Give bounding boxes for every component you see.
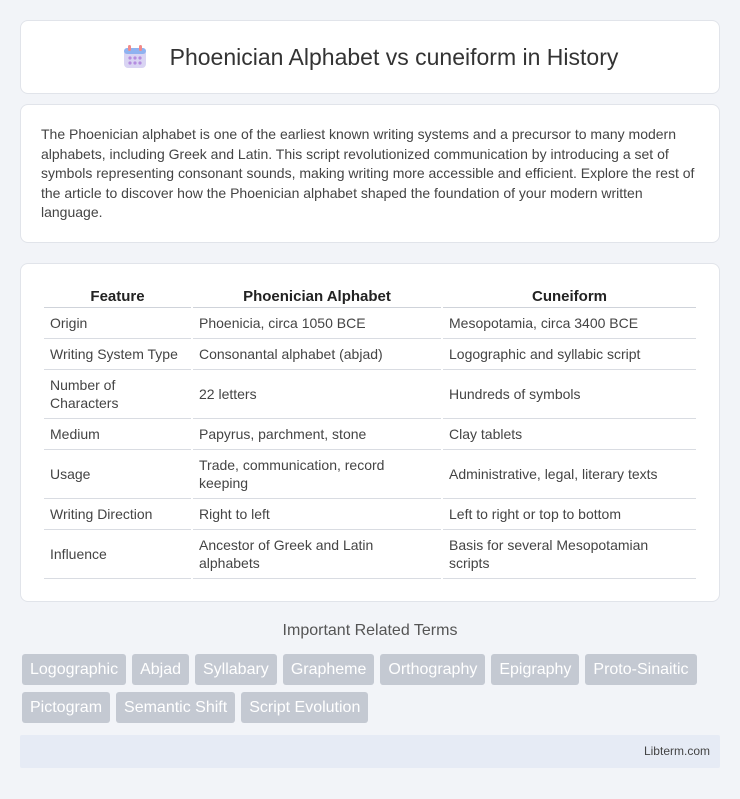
tag-orthography[interactable]: Orthography [380,654,485,685]
column-header: Feature [44,284,191,308]
calendar-icon [122,44,148,70]
table-cell: Hundreds of symbols [443,370,696,419]
tag-script-evolution[interactable]: Script Evolution [241,692,368,723]
table-cell: Papyrus, parchment, stone [193,419,441,450]
page-title: Phoenician Alphabet vs cuneiform in History [169,43,619,70]
table-cell: Trade, communication, record keeping [193,450,441,499]
table-cell: Origin [44,308,191,339]
table-cell: Left to right or top to bottom [443,499,696,530]
intro-card [20,104,720,243]
tag-pictogram[interactable]: Pictogram [22,692,110,723]
table-cell: Right to left [193,499,441,530]
table-cell: Usage [44,450,191,499]
tag-epigraphy[interactable]: Epigraphy [491,654,579,685]
table-cell: Writing Direction [44,499,191,530]
tag-abjad[interactable]: Abjad [132,654,189,685]
tag-logographic[interactable]: Logographic [22,654,126,685]
table-row [44,419,696,450]
tag-grapheme[interactable]: Grapheme [283,654,375,685]
header-card [20,20,720,94]
table-cell: Ancestor of Greek and Latin alphabets [193,530,441,579]
related-terms-heading: Important Related Terms [282,622,458,639]
table-cell: Phoenicia, circa 1050 BCE [193,308,441,339]
tag-proto-sinaitic[interactable]: Proto-Sinaitic [585,654,696,685]
table-row [44,530,696,579]
table-cell: Influence [44,530,191,579]
comparison-table [42,284,698,579]
column-header: Cuneiform [443,284,696,308]
table-cell: Administrative, legal, literary texts [443,450,696,499]
footer-site-link[interactable]: Libterm.com [643,744,710,758]
column-header: Phoenician Alphabet [193,284,441,308]
comparison-table-card [20,263,720,602]
related-terms-list [22,654,722,723]
tag-syllabary[interactable]: Syllabary [195,654,277,685]
table-cell: Consonantal alphabet (abjad) [193,339,441,370]
table-row [44,450,696,499]
table-cell: Clay tablets [443,419,696,450]
table-cell: 22 letters [193,370,441,419]
table-header-row [44,284,696,308]
table-cell: Writing System Type [44,339,191,370]
table-row [44,499,696,530]
table-cell: Logographic and syllabic script [443,339,696,370]
footer [20,735,720,768]
intro-text: The Phoenician alphabet is one of the earliest known writing systems and a precursor to many modern alphabets, including Greek and Latin. This script revolutionized communication by introducing a set of symbols representing consonant sounds, making writing more accessible and efficient. Explore the rest of the article to discover how the Phoenician alphabet shaped the foundation of your modern written language. [41,126,695,221]
table-row [44,308,696,339]
table-cell: Medium [44,419,191,450]
table-cell: Mesopotamia, circa 3400 BCE [443,308,696,339]
table-cell: Basis for several Mesopotamian scripts [443,530,696,579]
table-cell: Number of Characters [44,370,191,419]
tag-semantic-shift[interactable]: Semantic Shift [116,692,235,723]
table-row [44,339,696,370]
table-row [44,370,696,419]
